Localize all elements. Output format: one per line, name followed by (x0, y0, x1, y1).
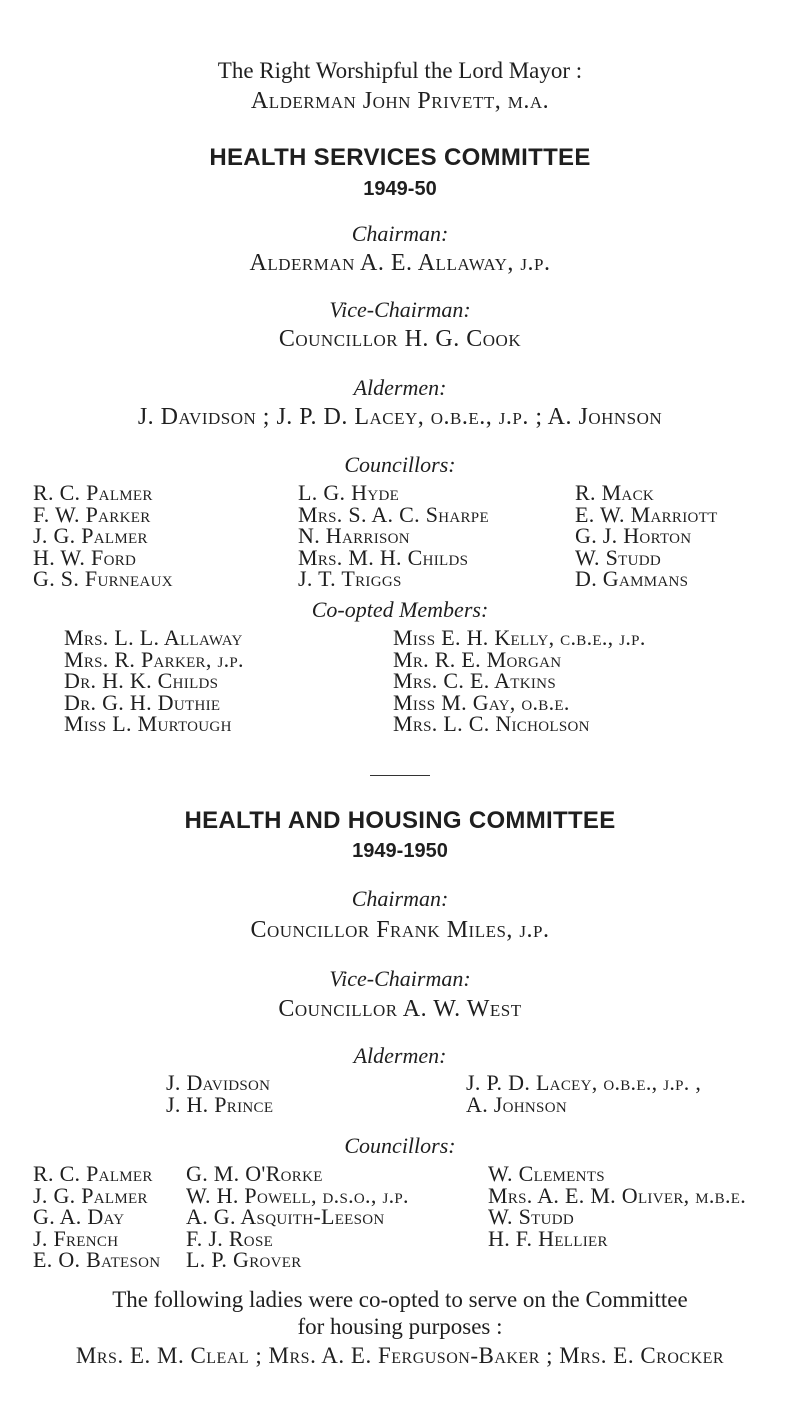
hh-councillors-col1 (33, 1163, 160, 1271)
hs-chairman-label: Chairman: (351, 221, 449, 246)
hs-aldermen: J. Davidson ; J. P. D. Lacey, o.b.e., j.p. ; A. Johnson (137, 404, 663, 430)
list-item: D. Gammans (575, 566, 689, 591)
list-item: G. A. Day (33, 1204, 125, 1229)
list-item: Mr. R. E. Morgan (393, 646, 562, 672)
coopted-note-line2: for housing purposes : (297, 1314, 503, 1339)
hs-councillors-col2 (298, 482, 489, 590)
list-item: G. S. Furneaux (33, 566, 173, 591)
list-item: Miss E. H. Kelly, c.b.e., j.p. (393, 625, 646, 650)
hh-vice: Councillor A. W. West (278, 996, 522, 1022)
hh-councillors-col2 (186, 1163, 409, 1271)
hh-chairman: Councillor Frank Miles, j.p. (250, 917, 550, 943)
list-item: E. O. Bateson (33, 1247, 161, 1272)
list-item: A. Johnson (466, 1091, 567, 1117)
list-item: Mrs. R. Parker, j.p. (64, 646, 244, 672)
hs-coopted-col1 (64, 627, 244, 735)
list-item: J. Davidson (166, 1070, 271, 1095)
list-item: H. W. Ford (33, 544, 137, 570)
list-item: L. G. Hyde (298, 480, 400, 505)
list-item: A. G. Asquith-Leeson (186, 1204, 385, 1229)
hs-vice-label: Vice-Chairman: (329, 297, 471, 322)
list-item: N. Harrison (298, 523, 410, 548)
health-housing-title: HEALTH AND HOUSING COMMITTEE (184, 807, 616, 834)
hh-chairman-label: Chairman: (351, 886, 449, 911)
list-item: R. C. Palmer (33, 480, 153, 505)
list-item: G. M. O'Rorke (186, 1161, 323, 1186)
hs-chairman: Alderman A. E. Allaway, j.p. (249, 250, 551, 276)
hh-aldermen-col2 (466, 1072, 701, 1115)
section-divider (370, 775, 430, 776)
list-item: F. J. Rose (186, 1225, 274, 1251)
list-item: Mrs. C. E. Atkins (393, 668, 556, 693)
list-item: Mrs. L. L. Allaway (64, 625, 243, 650)
hh-aldermen-label: Aldermen: (353, 1043, 447, 1068)
list-item: Dr. H. K. Childs (64, 668, 219, 693)
list-item: W. Studd (575, 544, 662, 570)
list-item: G. J. Horton (575, 523, 692, 548)
list-item: J. H. Prince (166, 1091, 274, 1117)
hh-councillors-label: Councillors: (344, 1133, 456, 1158)
list-item: Mrs. S. A. C. Sharpe (298, 501, 489, 527)
hh-aldermen-col1 (166, 1072, 273, 1115)
hh-councillors-col3 (488, 1163, 746, 1249)
list-item: F. W. Parker (33, 501, 151, 527)
list-item: Mrs. L. C. Nicholson (393, 711, 590, 736)
health-services-year: 1949-50 (363, 178, 437, 200)
list-item: L. P. Grover (186, 1247, 302, 1272)
list-item: J. G. Palmer (33, 1182, 148, 1208)
list-item: H. F. Hellier (488, 1225, 608, 1251)
list-item: Miss M. Gay, o.b.e. (393, 689, 570, 715)
hs-vice: Councillor H. G. Cook (278, 326, 522, 352)
health-housing-year: 1949-1950 (352, 840, 448, 862)
list-item: J. French (33, 1225, 119, 1251)
list-item: Mrs. A. E. M. Oliver, m.b.e. (488, 1182, 747, 1208)
lord-mayor-name: Alderman John Privett, m.a. (250, 88, 550, 114)
lord-mayor-label: The Right Worshipful the Lord Mayor : (217, 58, 583, 83)
hs-councillors-col1 (33, 482, 173, 590)
list-item: E. W. Marriott (575, 501, 718, 527)
list-item: R. Mack (575, 480, 655, 505)
hs-councillors-col3 (575, 482, 718, 590)
hs-coopted-label: Co-opted Members: (311, 597, 489, 622)
list-item: Mrs. M. H. Childs (298, 544, 469, 570)
hs-coopted-col2 (393, 627, 646, 735)
list-item: R. C. Palmer (33, 1161, 153, 1186)
list-item: W. Clements (488, 1161, 605, 1186)
list-item: J. P. D. Lacey, o.b.e., j.p. , (466, 1070, 702, 1095)
hs-aldermen-label: Aldermen: (353, 375, 447, 400)
list-item: Miss L. Murtough (64, 711, 232, 736)
list-item: J. T. Triggs (298, 566, 402, 591)
list-item: J. G. Palmer (33, 523, 148, 548)
hs-councillors-label: Councillors: (344, 452, 456, 477)
list-item: W. H. Powell, d.s.o., j.p. (186, 1182, 409, 1208)
coopted-note-line1: The following ladies were co-opted to serve on the Committee (112, 1287, 688, 1312)
list-item: Dr. G. H. Duthie (64, 689, 221, 715)
health-services-title: HEALTH SERVICES COMMITTEE (209, 144, 591, 171)
list-item: W. Studd (488, 1204, 575, 1229)
hh-vice-label: Vice-Chairman: (329, 966, 471, 991)
coopted-ladies: Mrs. E. M. Cleal ; Mrs. A. E. Ferguson-Baker ; Mrs. E. Crocker (75, 1343, 725, 1368)
